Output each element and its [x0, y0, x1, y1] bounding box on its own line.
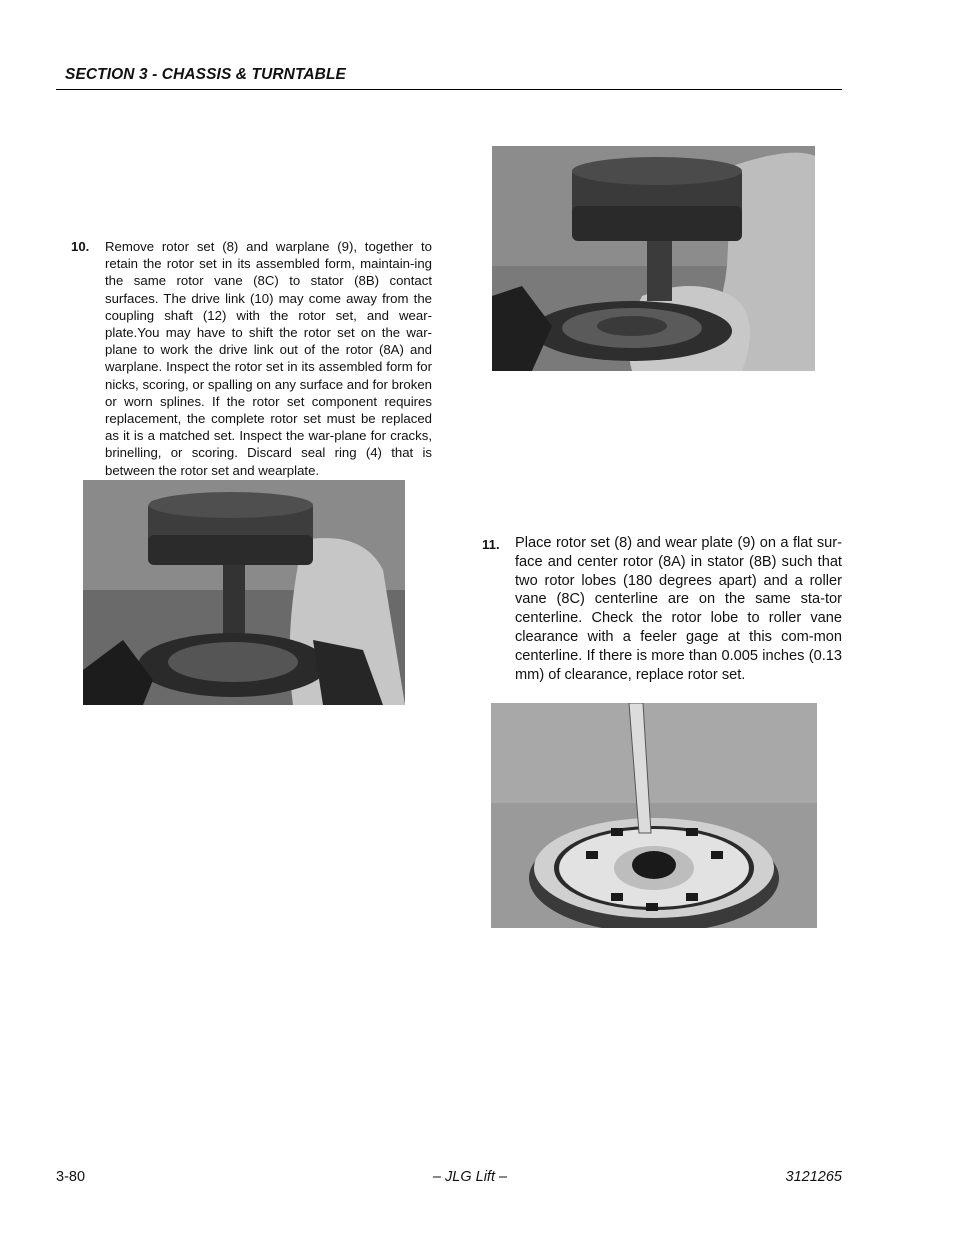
feeler-gage-photo [491, 703, 817, 928]
step-text: Place rotor set (8) and wear plate (9) on a flat sur-face and center rotor (8A) in stator (8B) such that two rotor lobes (180 degrees apart) and a roller vane (8C) centerline are on the same sta-tor centerline. Check the rotor lobe to roller vane clearance with a feeler gage at this com-mon centerline. If there is more than 0.005 inches (0.13 mm) of clearance, replace rotor set. [515, 535, 842, 683]
step-10 [71, 238, 433, 483]
step-number: 10. [71, 239, 90, 254]
section-title: SECTION 3 - CHASSIS & TURNTABLE [65, 66, 346, 83]
drive-link-photo [83, 480, 405, 705]
footer-publisher: – JLG Lift – [432, 1169, 508, 1185]
rotor-removal-photo [492, 146, 815, 371]
header-divider [56, 89, 842, 90]
step-11 [482, 534, 844, 704]
step-number: 11. [482, 537, 500, 552]
page-number: 3-80 [56, 1169, 86, 1185]
document-number: 3121265 [785, 1169, 842, 1185]
step-text: Remove rotor set (8) and warplane (9), together to retain the rotor set in its assembled form, maintain-ing the same rotor vane (8C) to stator (8B) contact surfaces. The drive link (10) may come away from the coupling shaft (12) with the rotor set, and wear-plate.You may have to shift the rotor set on the war-plane to work the drive link out of the rotor (8A) and warplane. Inspect the rotor set in its assembled form for nicks, scoring, or spalling on any surface and for broken or worn splines. If the rotor set component requires replacement, the complete rotor set must be replaced as it is a matched set. Inspect the war-plane for cracks, brinelling, or scoring. Discard seal ring (4) that is between the rotor set and wearplate. [105, 239, 432, 478]
